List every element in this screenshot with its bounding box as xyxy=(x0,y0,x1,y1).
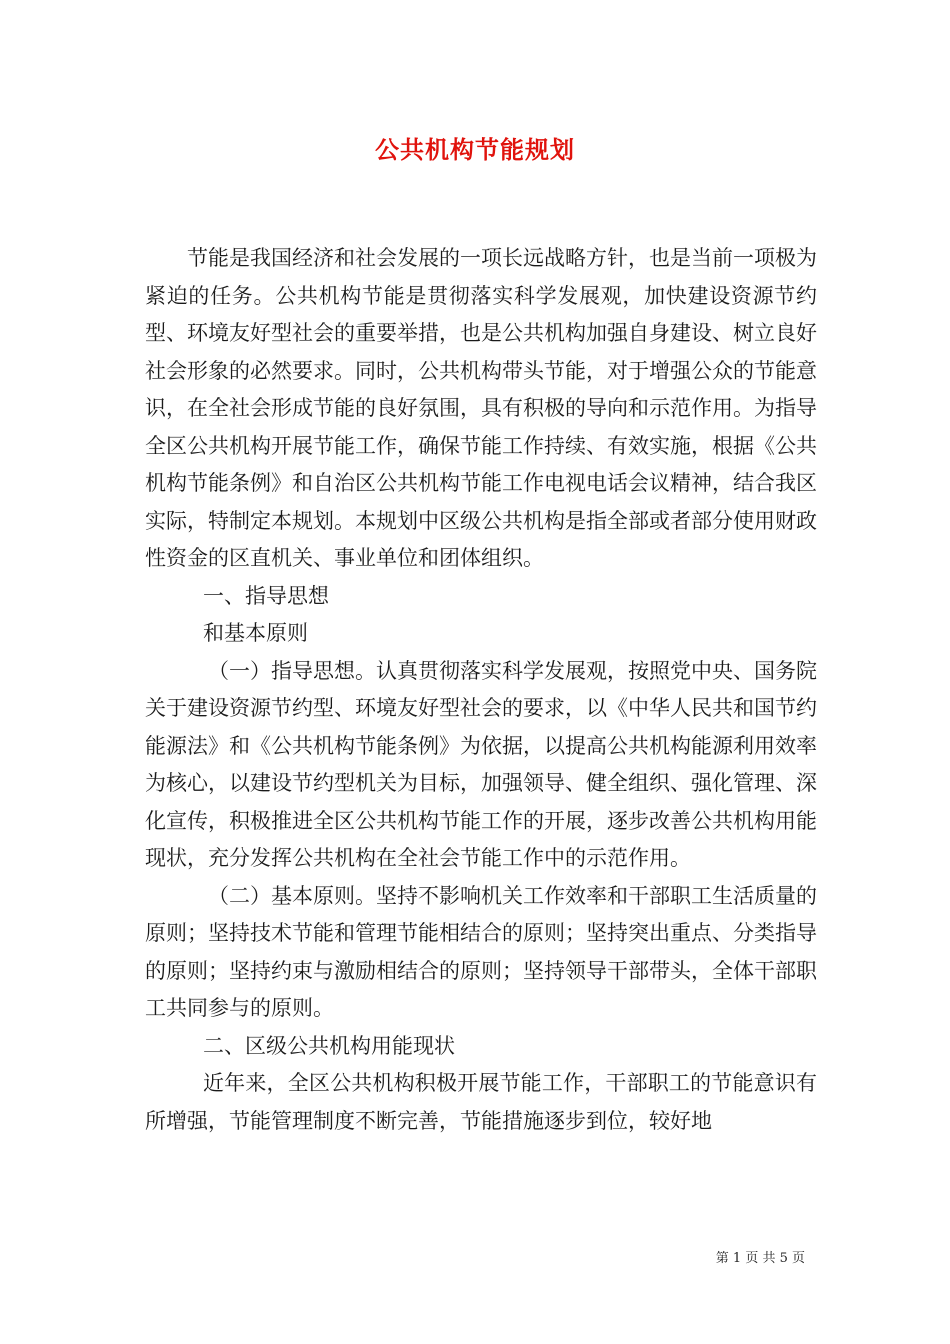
document-body xyxy=(145,240,817,1140)
document-title: 公共机构节能规划 xyxy=(375,136,575,164)
paragraph-status: 近年来，全区公共机构积极开展节能工作，干部职工的节能意识有所增强，节能管理制度不断完善，节能措施逐步到位，较好地 xyxy=(145,1071,817,1133)
paragraph-guiding-thought: （一）指导思想。认真贯彻落实科学发展观，按照党中央、国务院关于建设资源节约型、环境友好型社会的要求，以《中华人民共和国节约能源法》和《公共机构节能条例》为依据，以提高公共机构能源利用效率为核心，以建设节约型机关为目标，加强领导、健全组织、强化管理、深化宣传，积极推进全区公共机构节能工作的开展，逐步改善公共机构用能现状，充分发挥公共机构在全社会节能工作中的示范作用。 xyxy=(145,658,817,870)
paragraph-intro: 节能是我国经济和社会发展的一项长远战略方针，也是当前一项极为紧迫的任务。公共机构节能是贯彻落实科学发展观，加快建设资源节约型、环境友好型社会的重要举措，也是公共机构加强自身建设、树立良好社会形象的必然要求。同时，公共机构带头节能，对于增强公众的节能意识，在全社会形成节能的良好氛围，具有积极的导向和示范作用。为指导全区公共机构开展节能工作，确保节能工作持续、有效实施，根据《公共机构节能条例》和自治区公共机构节能工作电视电话会议精神，结合我区实际，特制定本规划。本规划中区级公共机构是指全部或者部分使用财政性资金的区直机关、事业单位和团体组织。 xyxy=(145,246,817,570)
section-heading-1: 一、指导思想 xyxy=(203,583,329,608)
paragraph-basic-principles: （二）基本原则。坚持不影响机关工作效率和干部职工生活质量的原则；坚持技术节能和管理节能相结合的原则；坚持突出重点、分类指导的原则；坚持约束与激励相结合的原则；坚持领导干部带头，全体干部职工共同参与的原则。 xyxy=(145,883,817,1020)
section-heading-1-cont: 和基本原则 xyxy=(203,621,308,645)
section-heading-2: 二、区级公共机构用能现状 xyxy=(203,1033,455,1058)
page-number: 第 1 页 共 5 页 xyxy=(715,1251,805,1266)
